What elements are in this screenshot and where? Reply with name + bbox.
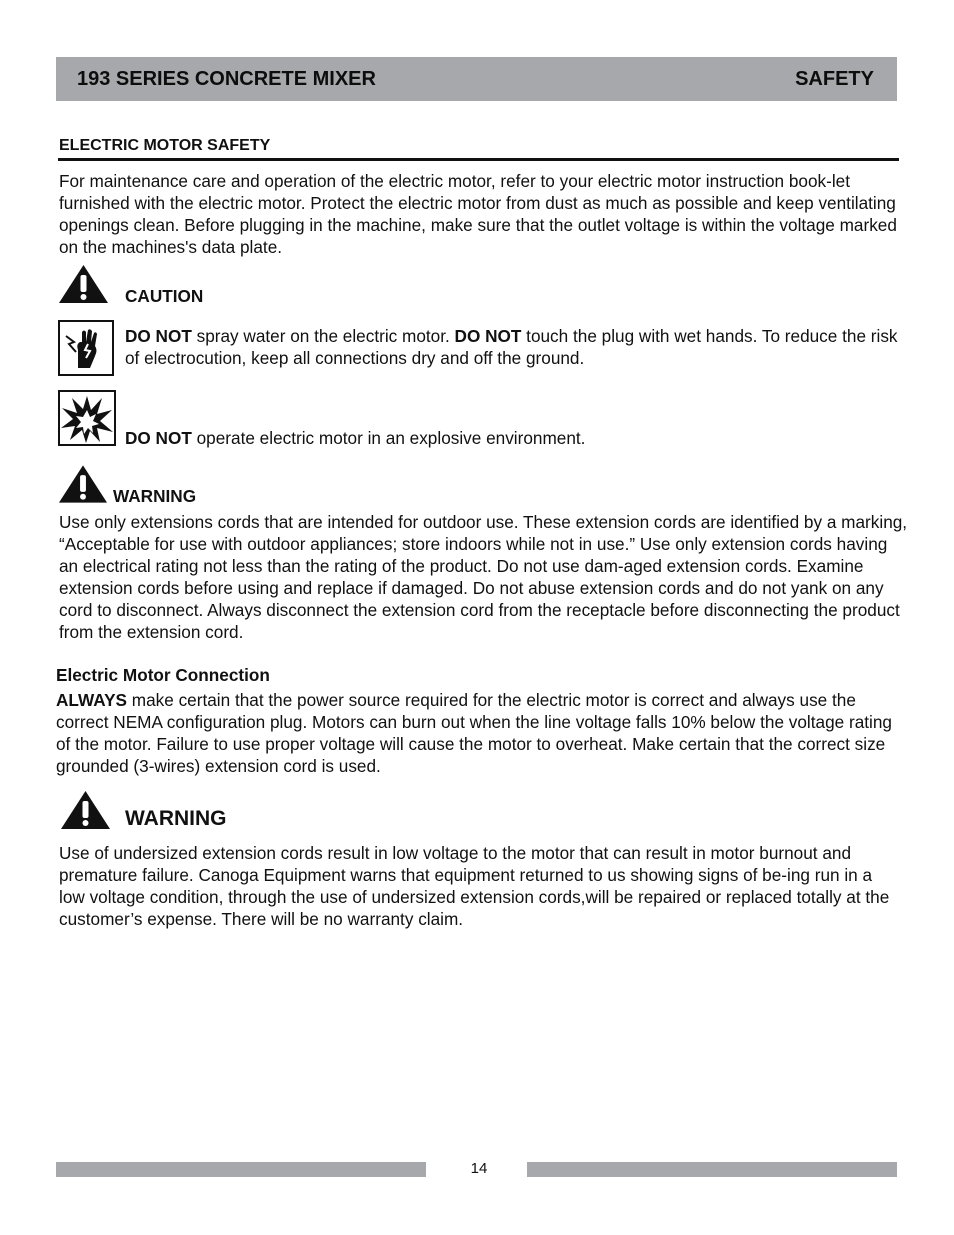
- warning-extension-cords-paragraph: Use only extensions cords that are intended for outdoor use. These extension cords are identified by a marking, “Acceptable for use with outdoor appliances; store indoors while not in use.” Use only extension cords having an electrical rating not less than the rating of the product. Do not use dam-aged extension cords. Examine extension cords before using and replace if damaged. Do not abuse extension cords and do not yank on any cord to disconnect. Always disconnect the extension cord from the receptacle before disconnecting the product from the extension cord.: [59, 512, 908, 642]
- section-divider: [58, 158, 899, 161]
- caution-explosive-text: [125, 427, 915, 449]
- motor-connection-text: make certain that the power source required for the electric motor is correct and always use the correct NEMA configuration plug. Motors can burn out when the line voltage falls 10% below the voltage rating of the motor. Failure to use proper voltage will cause the motor to overheat. Make certain that the correct size grounded (3-wires) extension cord is used.: [56, 690, 892, 776]
- warning-label-large: WARNING: [125, 807, 227, 830]
- caution-text-segment: spray water on the electric motor.: [191, 326, 455, 346]
- always-emphasis: ALWAYS: [56, 690, 127, 710]
- caution-electrocution-text: [125, 325, 915, 369]
- warning-triangle-icon: [58, 464, 108, 504]
- footer-bar-left: [56, 1162, 426, 1177]
- motor-connection-paragraph: [56, 689, 896, 777]
- header-title: 193 SERIES CONCRETE MIXER: [77, 67, 376, 90]
- page-header: [56, 57, 897, 101]
- header-section: SAFETY: [795, 67, 874, 90]
- do-not-emphasis: DO NOT: [125, 326, 192, 346]
- footer-bar-right: [527, 1162, 897, 1177]
- warning-undersized-cords-paragraph: Use of undersized extension cords result in low voltage to the motor that can result in motor burnout and premature failure. Canoga Equipment warns that equipment returned to us showing signs of be-ing run in a low voltage condition, through the use of undersized extension cords,will be repaired or replaced totally at the customer’s expense. There will be no warranty claim.: [59, 843, 890, 929]
- caution-label: CAUTION: [125, 286, 204, 306]
- electric-motor-safety-paragraph: For maintenance care and operation of the electric motor, refer to your electric motor instruction book-let furnished with the electric motor. Protect the electric motor from dust as much as possible and keep ventilating openings clean. Before plugging in the machine, make sure that the outlet voltage is within the voltage marked on the machines's data plate.: [59, 171, 897, 257]
- warning-label: WARNING: [113, 486, 197, 506]
- do-not-emphasis: DO NOT: [125, 428, 192, 448]
- electrocution-hand-icon: [58, 320, 114, 376]
- section-title-electric-motor-safety: ELECTRIC MOTOR SAFETY: [59, 137, 271, 154]
- motor-connection-title: Electric Motor Connection: [56, 665, 270, 685]
- caution-text-segment: operate electric motor in an explosive environment.: [191, 428, 586, 448]
- explosion-icon: [58, 390, 116, 446]
- warning-triangle-icon: [58, 264, 109, 304]
- warning-triangle-icon: [60, 790, 111, 830]
- page-number: 14: [470, 1160, 488, 1177]
- do-not-emphasis: DO NOT: [454, 326, 522, 346]
- caution-text-segment: touch the plug with wet hands. To reduce the risk of electrocution, keep all connections dry and off the ground.: [125, 326, 898, 368]
